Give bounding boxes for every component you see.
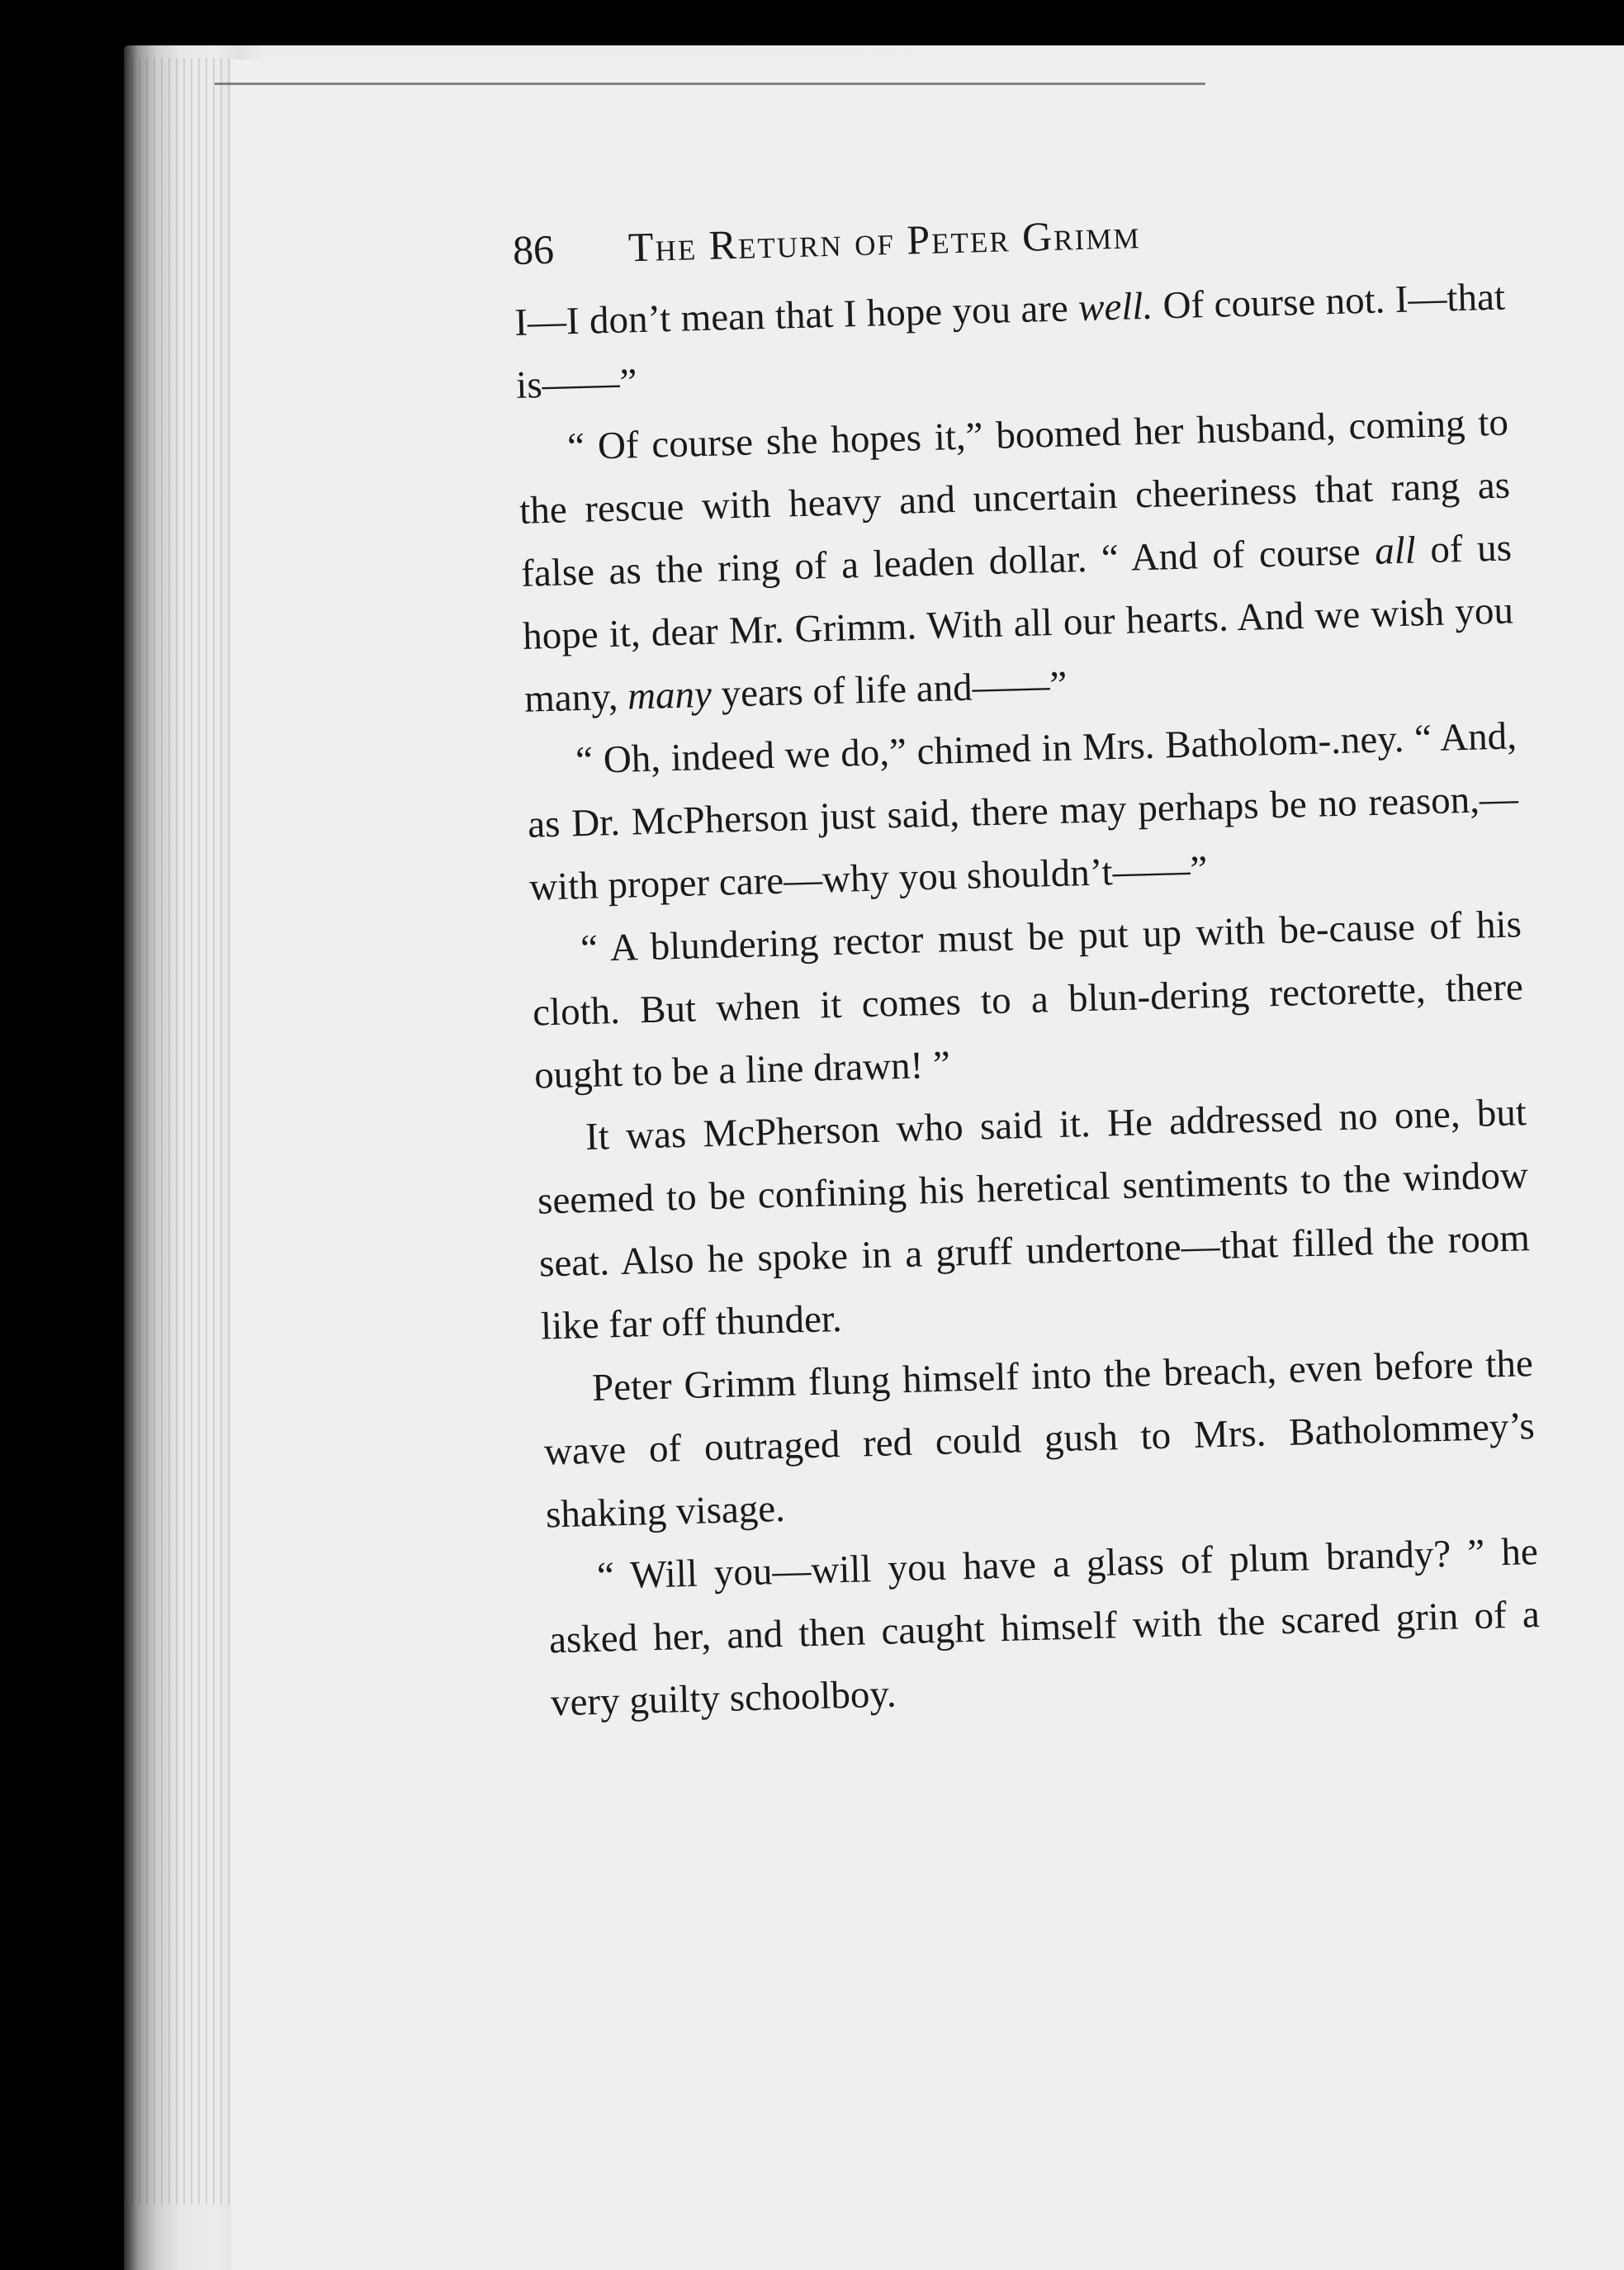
text-span: of us hope it, dear Mr. Grimm. With all our hearts. And we wish you many, (522, 526, 1514, 721)
paragraph (535, 1081, 1532, 1358)
italic-text-span: well. (1077, 284, 1153, 330)
text-span: years of life and——” (711, 663, 1068, 716)
page-edge-lines (124, 58, 231, 2205)
top-page-edge-line (215, 83, 1205, 85)
text-span: It was McPherson who said it. He addressed no one, but seemed to be confining his heretical sentiments to the window seat. Also he spoke in a gruff undertone—that filled the room like far off thunder. (537, 1091, 1531, 1348)
paragraph (517, 391, 1516, 731)
page-number: 86 (512, 225, 555, 273)
paragraph (547, 1520, 1542, 1734)
page-text-block (512, 193, 1542, 1735)
text-span: “ A blundering rector must be put up with be-cause of his cloth. But when it comes to a blun-dering rectorette, there ought to be a line drawn! ” (532, 903, 1524, 1097)
text-span: Of course not. I—that is——” (515, 275, 1506, 407)
paragraph (542, 1332, 1537, 1546)
running-title: The Return of Peter Grimm (627, 211, 1142, 271)
text-span: “ Will you—will you have a glass of plum brandy? ” he asked her, and then caught himself with the scared grin of a very guilty schoolboy. (548, 1530, 1541, 1725)
text-span: I—I don’t mean that I hope you are (514, 287, 1079, 344)
paragraph (525, 704, 1521, 918)
text-span: “ Of course she hopes it,” boomed her husband, coming to the rescue with heavy and uncertain cheeriness that rang as false as the ring of a leaden dollar. “ And of course (518, 400, 1511, 595)
text-span: “ Oh, indeed we do,” chimed in Mrs. Batholom-.ney. “ And, as Dr. McPherson just said, there may perhaps be no reason,—with proper care—why you shouldn’t——” (527, 714, 1519, 909)
italic-text-span: all (1374, 528, 1417, 573)
paragraph (530, 893, 1526, 1107)
italic-text-span: many (627, 672, 713, 718)
text-span: Peter Grimm flung himself into the breach, even before the wave of outraged red could gush to Mrs. Batholommey’s shaking visage. (543, 1342, 1536, 1537)
